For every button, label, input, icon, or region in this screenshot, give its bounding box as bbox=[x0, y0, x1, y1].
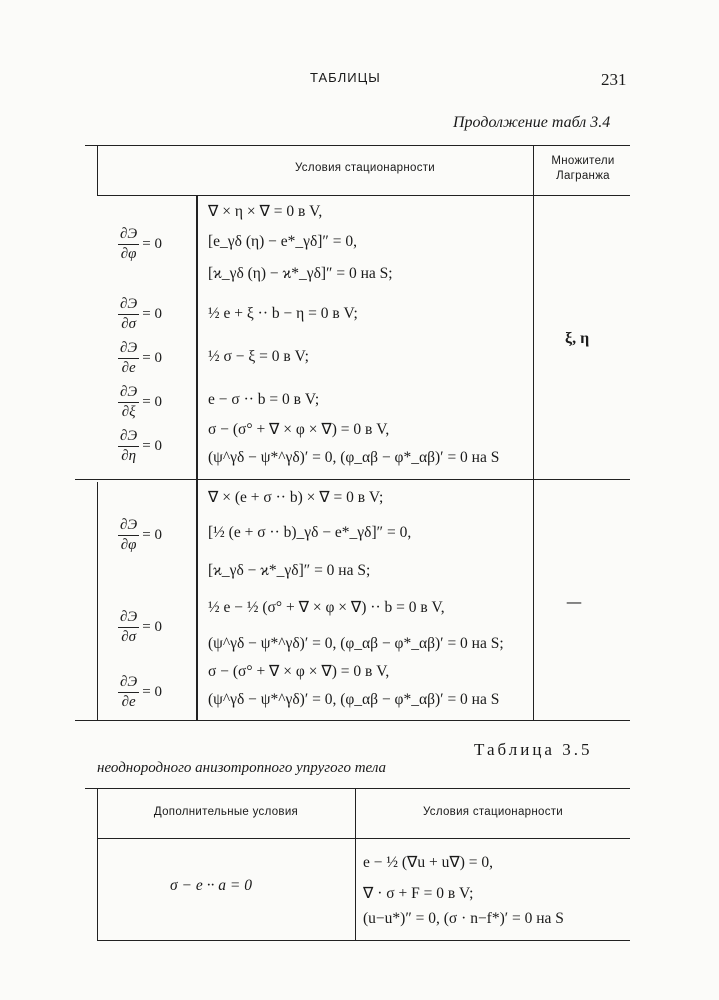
eq-s2-4: ½ e − ½ (σ° + ∇ × φ × ∇) ·· b = 0 в V, bbox=[208, 599, 445, 616]
table-continuation-label: Продолжение табл 3.4 bbox=[453, 114, 611, 131]
header-multipliers bbox=[536, 154, 630, 184]
derivative-xi: $\frac{\partial Э}{\partial\xi}$ = 0 bbox=[120, 384, 162, 420]
page-number: 231 bbox=[601, 70, 627, 89]
eq-s2-6: σ − (σ° + ∇ × φ × ∇) = 0 в V, bbox=[208, 663, 390, 680]
derivative-eta: $\frac{\partial Э}{\partial\eta}$ = 0 bbox=[120, 428, 162, 464]
header-multipliers-line1: Множители bbox=[551, 155, 615, 167]
t35-additional-condition: σ − e ·· a = 0 bbox=[170, 877, 252, 894]
derivative-e: $\frac{\partial Э}{\partial e}$ = 0 bbox=[120, 340, 162, 376]
eq-s1-7: σ − (σ° + ∇ × φ × ∇) = 0 в V, bbox=[208, 421, 390, 438]
header-left-rule bbox=[97, 145, 98, 195]
t35-header-bottom-rule bbox=[97, 838, 630, 839]
lagrange-multipliers-none: — bbox=[566, 592, 582, 611]
eq-s1-1: ∇ × η × ∇ = 0 в V, bbox=[208, 203, 323, 220]
derivative-sigma-2: $\frac{\partial Э}{\partial\sigma}$ = 0 bbox=[120, 609, 162, 645]
header-bottom-rule bbox=[97, 195, 630, 196]
t35-eq-2: ∇ · σ + F = 0 в V; bbox=[363, 885, 474, 902]
header-multipliers-line2: Лагранжа bbox=[556, 170, 610, 182]
t35-eq-3: (u−u*)″ = 0, (σ · n−f*)′ = 0 на S bbox=[363, 910, 564, 927]
table-top-rule bbox=[85, 145, 630, 146]
table-bottom-rule bbox=[75, 720, 630, 721]
eq-s2-7: (ψ^γδ − ψ*^γδ)′ = 0, (φ_αβ − φ*_αβ)′ = 0 на S bbox=[208, 691, 500, 708]
derivative-phi: $\frac{\partial Э}{\partial\varphi}$ = 0 bbox=[120, 226, 162, 262]
multiplier-column-rule bbox=[533, 145, 534, 720]
eq-s1-3: [ϰ_γδ (η) − ϰ*_γδ]″ = 0 на S; bbox=[208, 265, 393, 282]
t35-header-additional: Дополнительные условия bbox=[153, 806, 299, 818]
header-conditions: Условия стационарности bbox=[294, 162, 436, 174]
eq-s2-5: (ψ^γδ − ψ*^γδ)′ = 0, (φ_αβ − φ*_αβ)′ = 0 на S; bbox=[208, 635, 504, 652]
eq-s1-5: ½ σ − ξ = 0 в V; bbox=[208, 348, 309, 365]
eq-s1-2: [e_γδ (η) − e*_γδ]″ = 0, bbox=[208, 233, 358, 250]
eq-s1-4: ½ e + ξ ·· b − η = 0 в V; bbox=[208, 305, 358, 322]
t35-header-conditions: Условия стационарности bbox=[422, 806, 564, 818]
t35-top-rule bbox=[85, 788, 630, 789]
t35-eq-1: e − ½ (∇u + u∇) = 0, bbox=[363, 854, 494, 871]
eq-s2-1: ∇ × (e + σ ·· b) × ∇ = 0 в V; bbox=[208, 489, 384, 506]
section-divider-rule bbox=[75, 479, 630, 480]
derivative-sigma: $\frac{\partial Э}{\partial\sigma}$ = 0 bbox=[120, 296, 162, 332]
derivative-column-rule bbox=[196, 195, 198, 720]
eq-s2-3: [ϰ_γδ − ϰ*_γδ]″ = 0 на S; bbox=[208, 562, 371, 579]
lagrange-multipliers-xi-eta: ξ, η bbox=[565, 330, 590, 347]
section2-left-rule bbox=[97, 482, 98, 720]
table-3-5-subtitle: неоднородного анизотропного упругого тела bbox=[97, 760, 387, 776]
derivative-phi-2: $\frac{\partial Э}{\partial\varphi}$ = 0 bbox=[120, 517, 162, 553]
t35-middle-rule bbox=[355, 788, 356, 940]
table-3-5-label: Таблица 3.5 bbox=[474, 740, 593, 759]
t35-left-rule bbox=[97, 788, 98, 940]
t35-bottom-rule bbox=[97, 940, 630, 941]
derivative-e-2: $\frac{\partial Э}{\partial e}$ = 0 bbox=[120, 674, 162, 710]
eq-s2-2: [½ (e + σ ·· b)_γδ − e*_γδ]″ = 0, bbox=[208, 524, 412, 541]
eq-s1-8: (ψ^γδ − ψ*^γδ)′ = 0, (φ_αβ − φ*_αβ)′ = 0 на S bbox=[208, 449, 500, 466]
running-header-title: ТАБЛИЦЫ bbox=[310, 70, 381, 85]
eq-s1-6: e − σ ·· b = 0 в V; bbox=[208, 391, 320, 408]
